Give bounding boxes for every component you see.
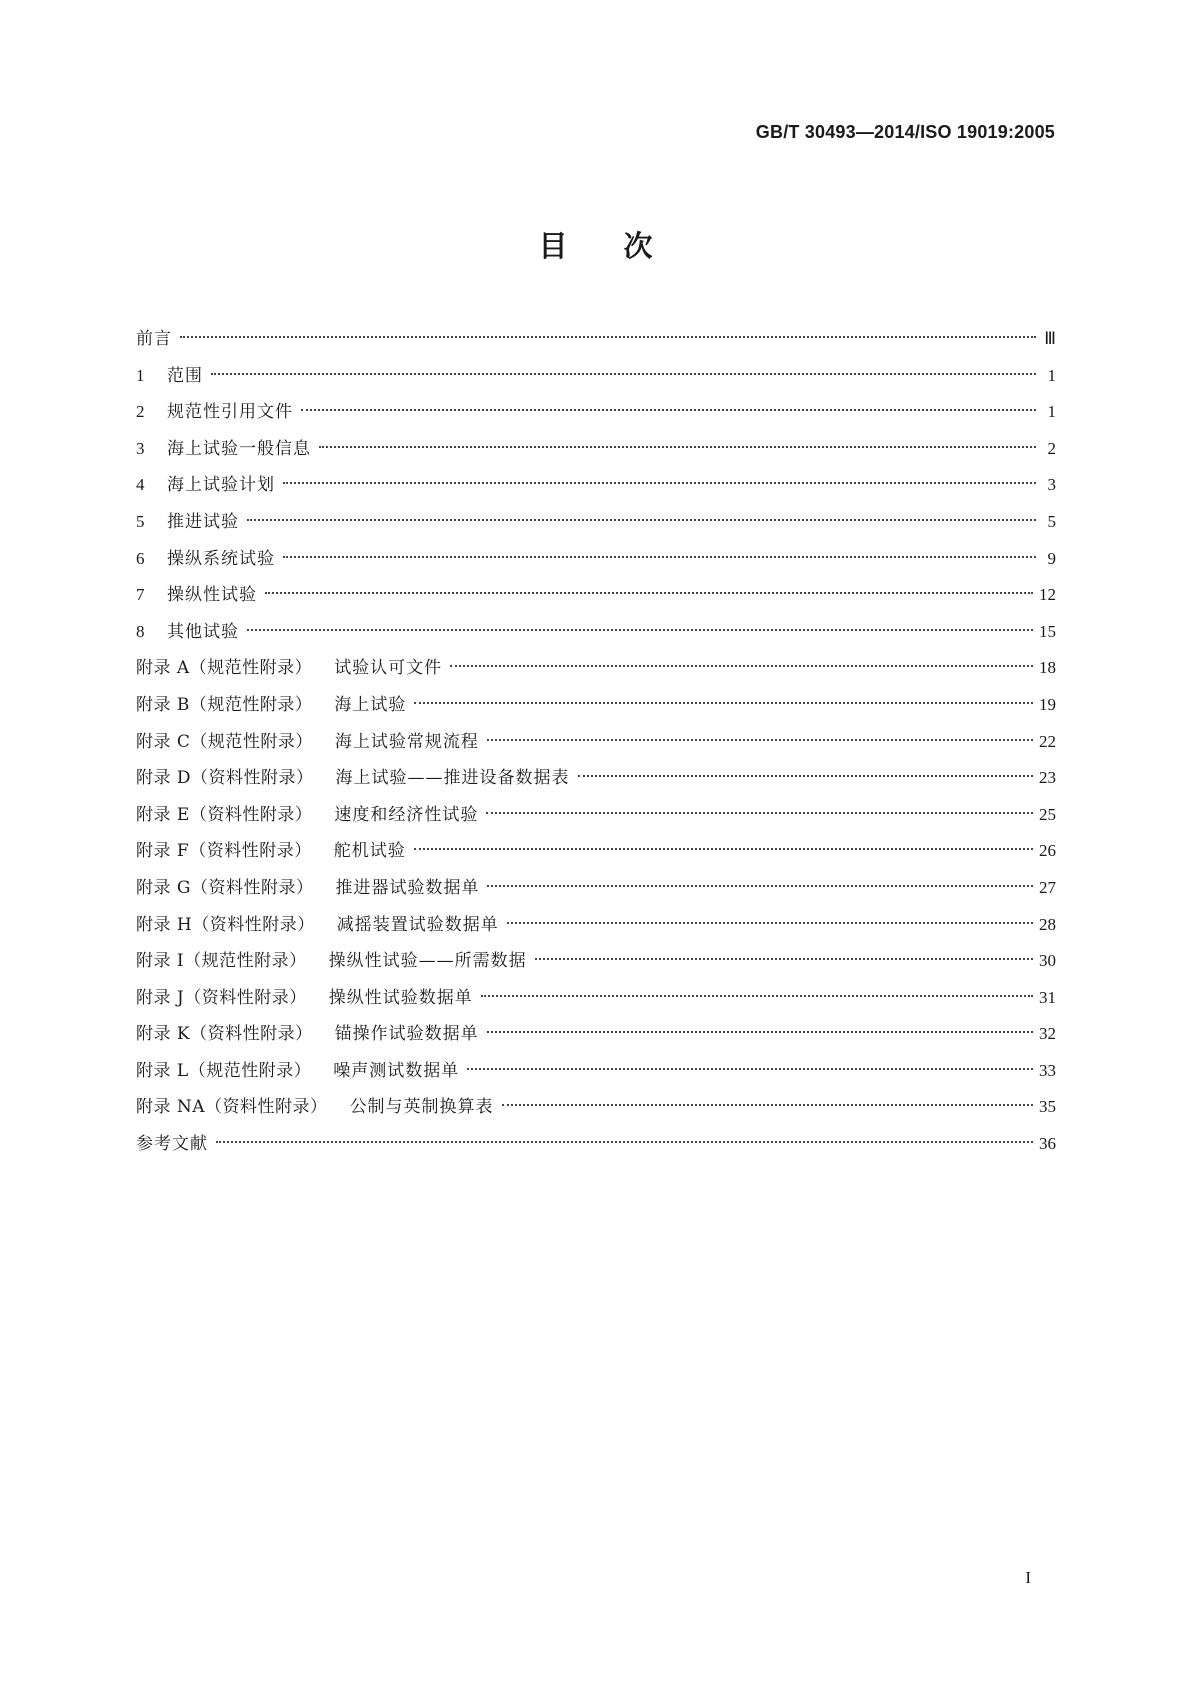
toc-entry[interactable] — [136, 507, 1056, 544]
page-number: I — [1025, 1568, 1031, 1587]
toc-entry[interactable] — [136, 1092, 1056, 1129]
toc-entry-title: 操纵性试验数据单 — [328, 987, 473, 1008]
toc-entry[interactable] — [136, 690, 1056, 727]
toc-entry-label: 范围 — [167, 365, 203, 386]
toc-entry-page: Ⅲ — [1044, 329, 1056, 348]
toc-entry-page: 5 — [1047, 511, 1056, 531]
toc-entry-page: 25 — [1039, 804, 1056, 824]
toc-entry[interactable] — [136, 983, 1056, 1020]
page-title-char-1: 目 — [538, 229, 568, 263]
toc-entry-number: 8 — [136, 621, 145, 641]
toc-entry-title: 试验认可文件 — [334, 658, 443, 679]
toc-entry-title: 海上试验——推进设备数据表 — [335, 768, 570, 789]
toc-dot-leader — [265, 592, 1033, 594]
toc-entry-number: 7 — [136, 585, 145, 605]
toc-entry-page: 15 — [1039, 621, 1056, 641]
toc-entry[interactable] — [136, 397, 1056, 434]
toc-dot-leader — [467, 1068, 1033, 1070]
toc-entry[interactable] — [136, 361, 1056, 398]
toc-dot-leader — [319, 446, 1036, 448]
toc-dot-leader — [211, 373, 1036, 375]
toc-dot-leader — [283, 482, 1036, 484]
toc-entry-page: 19 — [1039, 694, 1056, 714]
toc-entry-label: 海上试验一般信息 — [167, 438, 311, 459]
toc-entry-page: 30 — [1039, 951, 1056, 971]
toc-entry-label: 附录 NA（资料性附录） — [136, 1097, 328, 1118]
toc-entry[interactable] — [136, 544, 1056, 581]
toc-entry-title: 操纵性试验——所需数据 — [328, 951, 527, 972]
toc-dot-leader — [180, 336, 1036, 338]
toc-entry-page: 32 — [1039, 1024, 1056, 1044]
toc-entry[interactable] — [136, 1019, 1056, 1056]
toc-dot-leader — [414, 848, 1033, 850]
toc-entry-title: 海上试验 — [334, 694, 407, 715]
toc-entry[interactable] — [136, 1129, 1056, 1166]
toc-entry-title: 速度和经济性试验 — [334, 804, 479, 825]
toc-dot-leader — [216, 1141, 1033, 1143]
toc-entry-label: 附录 E（资料性附录） — [136, 804, 313, 825]
toc-entry-title: 噪声测试数据单 — [333, 1060, 460, 1081]
page-title-char-2: 次 — [623, 229, 653, 263]
toc-entry-label: 其他试验 — [167, 621, 239, 642]
toc-dot-leader — [487, 739, 1033, 741]
toc-entry-label: 规范性引用文件 — [167, 402, 293, 423]
toc-dot-leader — [283, 556, 1036, 558]
toc-entry-title: 减摇装置试验数据单 — [336, 914, 499, 935]
toc-dot-leader — [578, 775, 1033, 777]
toc-entry-number: 1 — [136, 365, 145, 385]
toc-entry-page: 31 — [1039, 987, 1056, 1007]
toc-entry-page: 1 — [1047, 365, 1056, 385]
toc-entry-label: 附录 K（资料性附录） — [136, 1024, 313, 1045]
toc-entry-page: 35 — [1039, 1097, 1056, 1117]
toc-entry-label: 附录 B（规范性附录） — [136, 694, 313, 715]
toc-entry[interactable] — [136, 873, 1056, 910]
toc-dot-leader — [450, 665, 1033, 667]
toc-entry-page: 27 — [1039, 877, 1056, 897]
toc-entry[interactable] — [136, 763, 1056, 800]
toc-entry[interactable] — [136, 653, 1056, 690]
toc-entry-page: 9 — [1047, 548, 1056, 568]
toc-entry[interactable] — [136, 470, 1056, 507]
toc-entry-label: 推进试验 — [167, 511, 239, 532]
page-title — [0, 226, 1191, 266]
toc-entry-page: 33 — [1039, 1060, 1056, 1080]
toc-entry-label: 附录 L（规范性附录） — [136, 1060, 312, 1081]
toc-entry-label: 前言 — [136, 329, 172, 349]
toc-entry-label: 操纵系统试验 — [167, 548, 275, 569]
toc-entry[interactable] — [136, 324, 1056, 361]
toc-entry[interactable] — [136, 434, 1056, 471]
toc-entry-label: 附录 G（资料性附录） — [136, 877, 314, 898]
toc-entry-page: 36 — [1039, 1134, 1056, 1154]
toc-dot-leader — [487, 1031, 1033, 1033]
toc-entry[interactable] — [136, 946, 1056, 983]
toc-entry[interactable] — [136, 580, 1056, 617]
toc-entry-number: 2 — [136, 402, 145, 422]
toc-entry-title: 推进器试验数据单 — [335, 877, 480, 898]
toc-entry[interactable] — [136, 910, 1056, 947]
toc-entry-page: 18 — [1039, 658, 1056, 678]
toc-dot-leader — [247, 519, 1036, 521]
toc-dot-leader — [502, 1104, 1033, 1106]
toc-entry-label: 附录 F（资料性附录） — [136, 841, 312, 862]
toc-dot-leader — [487, 885, 1033, 887]
toc-dot-leader — [301, 409, 1036, 411]
toc-entry-label: 附录 A（规范性附录） — [136, 658, 313, 679]
toc-entry-page: 23 — [1039, 768, 1056, 788]
toc-entry-page: 22 — [1039, 731, 1056, 751]
toc-dot-leader — [486, 812, 1033, 814]
toc-entry-title: 锚操作试验数据单 — [334, 1024, 479, 1045]
toc-entry[interactable] — [136, 836, 1056, 873]
toc-entry-number: 5 — [136, 511, 145, 531]
toc-entry-label: 海上试验计划 — [167, 475, 275, 496]
toc-entry-title: 公制与英制换算表 — [349, 1097, 494, 1118]
toc-entry-label: 附录 J（资料性附录） — [136, 987, 307, 1008]
toc-dot-leader — [414, 702, 1033, 704]
toc-entry-page: 12 — [1039, 585, 1056, 605]
toc-entry-page: 26 — [1039, 841, 1056, 861]
toc-dot-leader — [507, 922, 1033, 924]
toc-entry-label: 参考文献 — [136, 1134, 208, 1155]
toc-entry-page: 3 — [1047, 475, 1056, 495]
toc-entry-label: 附录 H（资料性附录） — [136, 914, 315, 935]
toc-entry-label: 附录 I（规范性附录） — [136, 951, 307, 972]
toc-dot-leader — [535, 958, 1033, 960]
toc-entry-label: 附录 C（规范性附录） — [136, 731, 313, 752]
toc-entry-label: 操纵性试验 — [167, 585, 257, 606]
toc-entry-label: 附录 D（资料性附录） — [136, 768, 314, 789]
toc-entry-title: 海上试验常规流程 — [334, 731, 479, 752]
toc-entry[interactable] — [136, 1056, 1056, 1093]
standard-code: GB/T 30493—2014/ISO 19019:2005 — [755, 122, 1055, 142]
toc-entry[interactable] — [136, 617, 1056, 654]
toc-entry-number: 6 — [136, 548, 145, 568]
toc-entry-title: 舵机试验 — [333, 841, 406, 862]
toc-entry[interactable] — [136, 727, 1056, 764]
table-of-contents — [136, 324, 1056, 1166]
toc-dot-leader — [481, 995, 1033, 997]
toc-entry-page: 2 — [1047, 438, 1056, 458]
toc-entry-number: 4 — [136, 475, 145, 495]
toc-entry-number: 3 — [136, 438, 145, 458]
toc-entry[interactable] — [136, 800, 1056, 837]
toc-entry-page: 1 — [1047, 402, 1056, 422]
toc-dot-leader — [247, 629, 1033, 631]
toc-entry-page: 28 — [1039, 914, 1056, 934]
